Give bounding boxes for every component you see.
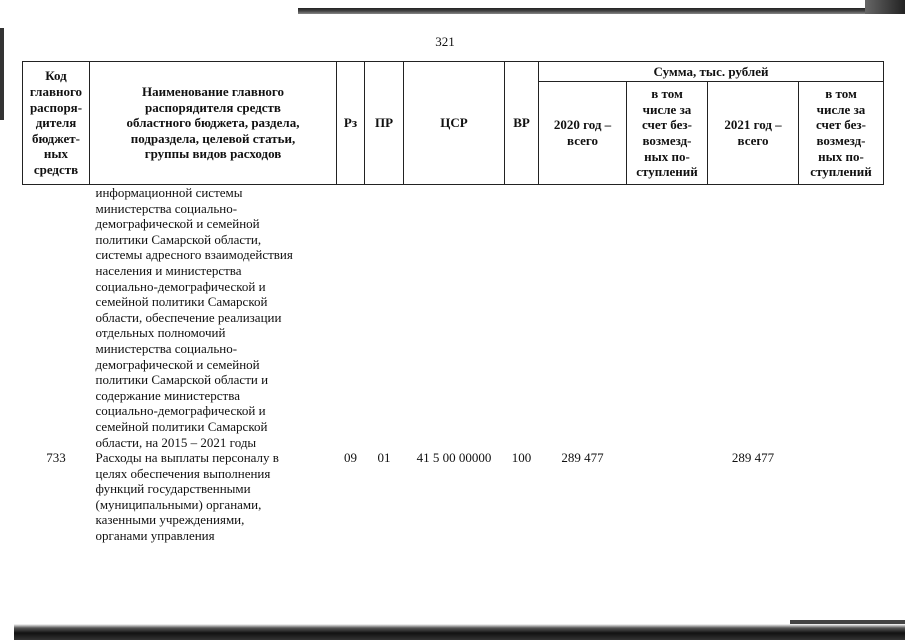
header-2020-total: [539, 82, 627, 185]
cell-empty: [337, 185, 365, 451]
continuation-line: населения и министерства: [95, 262, 242, 278]
row-pr: 01: [377, 450, 391, 466]
header-pr: ПР: [365, 62, 404, 185]
header-name-line: подраздела, целевой статьи,: [130, 130, 296, 146]
header-csr: ЦСР: [404, 62, 505, 185]
cell-empty: [23, 185, 90, 451]
header-code-line: главного: [29, 84, 83, 100]
header-name-line: распорядителя средств: [145, 99, 281, 115]
header-2021-free-line: ступлений: [810, 164, 872, 180]
continuation-line: отдельных полномочий: [95, 325, 226, 341]
row-csr: 41 5 00 00000: [416, 450, 492, 466]
row-code: 733: [46, 450, 66, 466]
header-2020-total-line: всего: [567, 133, 598, 148]
header-2020-free-line: числе за: [642, 101, 692, 117]
continuation-line: информационной системы: [95, 185, 243, 200]
header-code-line: Код: [45, 68, 67, 84]
cell-empty: [708, 185, 799, 451]
header-2020-free-line: счет без-: [642, 117, 692, 133]
row-2020-free: [627, 450, 708, 544]
header-2020-free: [627, 82, 708, 185]
header-name-line: Наименование главного: [141, 84, 285, 100]
header-2021-free-line: ных по-: [818, 148, 864, 164]
continuation-line: области, обеспечение реализации: [95, 309, 282, 325]
cell-empty: [799, 185, 884, 451]
budget-table: [22, 61, 884, 544]
continuation-line: области, на 2015 – 2021 годы: [95, 434, 257, 450]
row-name: [90, 450, 337, 544]
continuation-line: политики Самарской области,: [95, 231, 262, 247]
table-body: [23, 185, 884, 544]
table-row: [23, 450, 884, 544]
continuation-line: социально-демографической и: [95, 278, 266, 294]
header-2021-free: [799, 82, 884, 185]
scan-shadow-bottom-right: [790, 620, 905, 624]
cell-empty: [539, 185, 627, 451]
continuation-line: содержание министерства: [95, 387, 240, 403]
scan-shadow-bottom: [14, 624, 905, 640]
header-code-line: ных: [43, 146, 69, 162]
header-2021-free-line: счет без-: [816, 117, 866, 133]
continuation-line: министерства социально-: [95, 200, 238, 216]
row-vr: 100: [511, 450, 532, 466]
row-2020-total: 289 477: [561, 450, 604, 466]
header-code-line: распоря-: [29, 99, 83, 115]
header-name-line: областного бюджета, раздела,: [126, 115, 300, 131]
continuation-line: системы адресного взаимодействия: [95, 247, 293, 263]
continuation-line: политики Самарской области и: [95, 372, 269, 388]
cell-empty: [627, 185, 708, 451]
row-name-line: казенными учреждениями,: [95, 512, 245, 528]
header-2021-free-line: возмезд-: [816, 133, 866, 148]
row-name-line: функций государственными: [95, 481, 251, 497]
row-name-line: целях обеспечения выполнения: [95, 465, 271, 481]
header-2021-free-line: в том: [825, 86, 857, 102]
row-2021-free: [799, 450, 884, 544]
page-number: 321: [435, 34, 455, 49]
header-2021-free-line: числе за: [816, 101, 866, 117]
header-2020-free-line: ступлений: [636, 164, 698, 180]
continuation-line: социально-демографической и: [95, 403, 266, 419]
header-name-line: группы видов расходов: [144, 146, 282, 162]
continuation-line: министерства социально-: [95, 340, 238, 356]
header-code: [23, 62, 90, 185]
header-2020-free-line: возмезд-: [642, 133, 692, 148]
table-header: [23, 62, 884, 185]
row-name-line: Расходы на выплаты персоналу в: [95, 450, 279, 466]
header-code-line: средств: [33, 161, 79, 177]
header-code-line: бюджет-: [31, 130, 80, 146]
header-rz: Рз: [337, 62, 365, 185]
header-sum-group: Сумма, тыс. рублей: [539, 62, 884, 82]
continuation-line: демографической и семейной: [95, 356, 260, 372]
scan-shadow-top-corner: [865, 0, 905, 14]
header-2020-total-line: 2020 год –: [553, 117, 612, 133]
scan-shadow-top: [298, 0, 905, 14]
continuation-text: [90, 185, 337, 451]
row-2021-total: 289 477: [731, 450, 775, 466]
header-2021-total-line: всего: [737, 133, 769, 148]
cell-empty: [365, 185, 404, 451]
header-2020-free-line: в том: [651, 86, 683, 102]
scan-shadow-left: [0, 28, 4, 120]
row-name-line: органами управления: [95, 528, 215, 544]
row-rz: 09: [344, 450, 357, 466]
header-2021-total-line: 2021 год –: [724, 117, 782, 133]
continuation-line: демографической и семейной: [95, 216, 260, 232]
cell-empty: [505, 185, 539, 451]
continuation-line: семейной политики Самарской: [95, 294, 268, 310]
header-2020-free-line: ных по-: [644, 148, 690, 164]
continuation-line: семейной политики Самарской: [95, 418, 268, 434]
table-row-continuation: [23, 185, 884, 451]
header-vr: ВР: [505, 62, 539, 185]
cell-empty: [404, 185, 505, 451]
header-code-line: дителя: [35, 115, 77, 131]
header-name: [90, 62, 337, 185]
header-2021-total: [708, 82, 799, 185]
row-name-line: (муниципальными) органами,: [95, 496, 262, 512]
